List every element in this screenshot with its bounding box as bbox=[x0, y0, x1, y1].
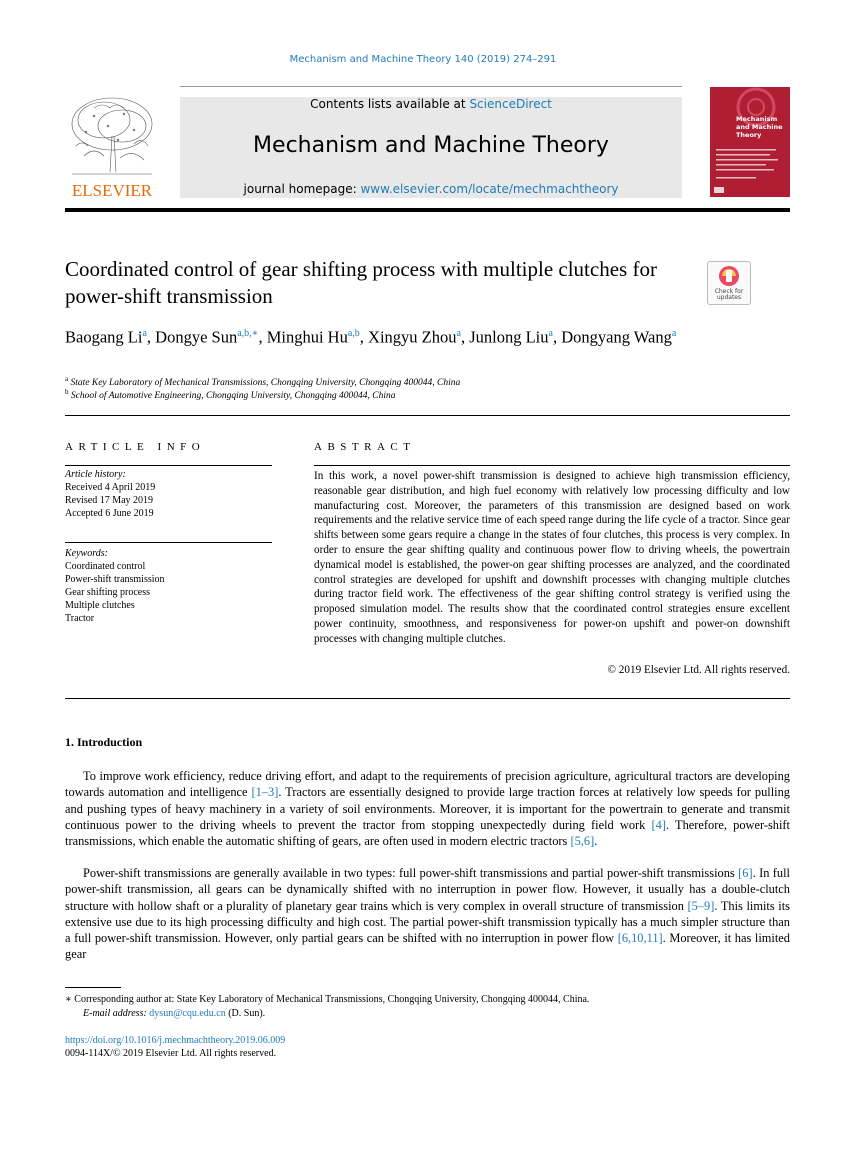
citation-link[interactable]: [6] bbox=[738, 866, 753, 880]
citation-link[interactable]: [5–9] bbox=[687, 898, 715, 913]
citation-link[interactable]: [1–3] bbox=[251, 785, 279, 800]
paragraph-text: . Tractors are essentially designed to provide large traction forces at relatively low speeds for pulling and pushing types of heavy machinery in a variety of soil environments. Moreover, it is important for the powertrain to generate and transmit continuous power to the driving wheels to prevent the tractor from stopping unexpectedly during field work bbox=[65, 785, 790, 832]
author-separator: , bbox=[552, 327, 562, 347]
body-paragraph bbox=[65, 768, 790, 849]
article-title: Coordinated control of gear shifting process with multiple clutches for power-shift transmission bbox=[65, 257, 657, 308]
journal-homepage-link[interactable]: www.elsevier.com/locate/mechmachtheory bbox=[360, 182, 619, 196]
author-name[interactable]: Junlong Liu bbox=[469, 327, 549, 347]
article-info-heading: ARTICLE INFO bbox=[65, 441, 206, 453]
keywords-label: Keywords: bbox=[65, 548, 108, 559]
divider bbox=[65, 465, 272, 466]
elsevier-tree-icon bbox=[64, 96, 160, 200]
keyword: Tractor bbox=[65, 613, 95, 624]
check-updates-label: Check for updates bbox=[714, 288, 744, 301]
author-affiliation-mark[interactable]: a bbox=[548, 328, 553, 339]
author-affiliation-mark[interactable]: a bbox=[142, 328, 147, 339]
elsevier-wordmark: ELSEVIER bbox=[71, 181, 153, 200]
body-paragraph bbox=[65, 865, 790, 963]
author-name[interactable]: Minghui Hu bbox=[266, 327, 348, 347]
issn-line: 0094-114X/© 2019 Elsevier Ltd. All rights reserved. bbox=[65, 1048, 277, 1059]
affiliation-b bbox=[65, 388, 396, 401]
citation-link[interactable]: [5,6] bbox=[570, 834, 595, 849]
citation-link[interactable]: [6,10,11] bbox=[617, 931, 663, 946]
journal-title[interactable]: Mechanism and Machine Theory bbox=[253, 133, 609, 158]
journal-citation[interactable]: Mechanism and Machine Theory 140 (2019) 274–291 bbox=[289, 54, 557, 65]
section-heading: 1. Introduction bbox=[65, 735, 143, 749]
paragraph-text: . Moreover, it has limited gear bbox=[65, 931, 790, 962]
corresponding-author-note: ∗ Corresponding author at: State Key Laboratory of Mechanical Transmissions, Chongqing University, Chongqing 400044, China. bbox=[65, 994, 590, 1005]
divider bbox=[314, 465, 790, 466]
keyword: Coordinated control bbox=[65, 561, 146, 572]
doi-link[interactable]: https://doi.org/10.1016/j.mechmachtheory.2019.06.009 bbox=[65, 1035, 286, 1046]
check-updates-icon bbox=[708, 262, 750, 290]
author-name[interactable]: Xingyu Zhou bbox=[368, 327, 457, 347]
contents-prefix: Contents lists available at bbox=[310, 97, 470, 111]
paragraph-text: . Therefore, power-shift transmissions, which enable the automatic shifting of gears, are often used in modern electric tractors bbox=[65, 817, 790, 849]
history-label: Article history: bbox=[65, 469, 126, 480]
divider bbox=[65, 415, 790, 416]
affiliation-mark: b bbox=[65, 388, 69, 396]
keyword: Multiple clutches bbox=[65, 600, 135, 611]
sciencedirect-link[interactable]: ScienceDirect bbox=[469, 97, 552, 111]
abstract-body: In this work, a novel power-shift transmission is designed to achieve high transmission efficiency, reasonable gear distribution, and high fuel economy with relatively low processing difficulty and low manufacturing cost. Moreover, the parameters of this transmission are designed based on work requirements and the relative service time of each speed range during the life cycle of a tractor. Since gear shifts between some gears require a change in the states of four clutches, this process is very complex. In order to ensure the gear shifting quality and continuous power flow to driving wheels, the powertrain dynamical model is established, the power-on gear shifting processes are analyzed, and the coordinated control strategies are developed for upshift and downshift processes with changing multiple clutches during tractor field work. The effectiveness of the gear shifting control strategy is verified using the proposed simulation model. The results show that the coordinated control strategies ensure excellent power continuity, smoothness, and responsiveness for power-on upshift and power-on downshift processes with changing multiple clutches. bbox=[314, 470, 790, 645]
divider bbox=[65, 698, 790, 699]
history-revised: Revised 17 May 2019 bbox=[65, 495, 154, 506]
elsevier-logo[interactable] bbox=[64, 96, 160, 200]
author-affiliation-mark[interactable]: a bbox=[456, 328, 461, 339]
author-name[interactable]: Dongye Sun bbox=[155, 327, 238, 347]
author-separator: , bbox=[460, 327, 470, 347]
homepage-line bbox=[180, 182, 682, 196]
header-thick-rule bbox=[65, 208, 790, 212]
citation-link[interactable]: [4] bbox=[651, 817, 666, 832]
history-received: Received 4 April 2019 bbox=[65, 482, 156, 493]
affiliation-text: School of Automotive Engineering, Chongqing University, Chongqing 400044, China bbox=[70, 391, 396, 402]
author-separator: , bbox=[146, 327, 156, 347]
email-suffix: (D. Sun). bbox=[225, 1008, 266, 1019]
author-affiliation-mark[interactable]: a,b,∗ bbox=[237, 328, 259, 339]
keyword: Power-shift transmission bbox=[65, 574, 165, 585]
email-label: E-mail address: bbox=[83, 1008, 150, 1019]
paragraph-text: . In full power-shift transmission, all gears can be dynamically shifted with no interruption in power flow. However, it usually has a double-clutch structure with hollow shaft or a plurality of planetary gear trains which is very complex in overall structure of transmission bbox=[65, 866, 790, 913]
contents-line bbox=[180, 97, 682, 111]
homepage-prefix: journal homepage: bbox=[243, 182, 361, 196]
keyword: Gear shifting process bbox=[65, 587, 150, 598]
abstract-copyright: © 2019 Elsevier Ltd. All rights reserved. bbox=[607, 664, 790, 676]
affiliation-mark: a bbox=[65, 375, 69, 383]
affiliation-text: State Key Laboratory of Mechanical Transmissions, Chongqing University, Chongqing 400044, China bbox=[70, 378, 461, 389]
author-affiliation-mark[interactable]: a,b bbox=[347, 328, 360, 339]
author-separator: , bbox=[359, 327, 369, 347]
paragraph-text: . This limits its extensive use due to its high processing difficulty and high cost. The partial power-shift transmission typically has a much simpler structure than a full power-shift transmission. However, only partial gears can be shifted with no interruption in power flow bbox=[65, 898, 790, 946]
author-name[interactable]: Dongyang Wang bbox=[561, 327, 672, 347]
affiliation-a bbox=[65, 375, 460, 388]
divider bbox=[65, 542, 272, 543]
cover-title: Mechanism and Machine Theory bbox=[736, 115, 783, 139]
footnote-rule bbox=[65, 987, 121, 988]
header-top-rule bbox=[180, 86, 682, 87]
author-affiliation-mark[interactable]: a bbox=[671, 328, 677, 339]
history-accepted: Accepted 6 June 2019 bbox=[65, 508, 154, 519]
check-for-updates-button[interactable] bbox=[707, 261, 751, 305]
email-note bbox=[83, 1008, 265, 1019]
paragraph-text: To improve work efficiency, reduce driving effort, and adapt to the requirements of precision agriculture, agricultural tractors are developing towards automation and intelligence bbox=[65, 769, 790, 800]
abstract-heading: ABSTRACT bbox=[314, 441, 416, 453]
author-name[interactable]: Baogang Li bbox=[65, 327, 143, 347]
cover-gear-icon bbox=[710, 87, 790, 197]
author-list bbox=[65, 323, 785, 348]
journal-cover-thumbnail[interactable] bbox=[710, 87, 790, 197]
email-link[interactable]: dysun@cqu.edu.cn bbox=[149, 1008, 226, 1019]
paragraph-text: Power-shift transmissions are generally available in two types: full power-shift transmissions and partial power-shift transmissions bbox=[83, 866, 739, 880]
paragraph-text: . bbox=[594, 834, 598, 849]
author-separator: , bbox=[258, 327, 267, 347]
